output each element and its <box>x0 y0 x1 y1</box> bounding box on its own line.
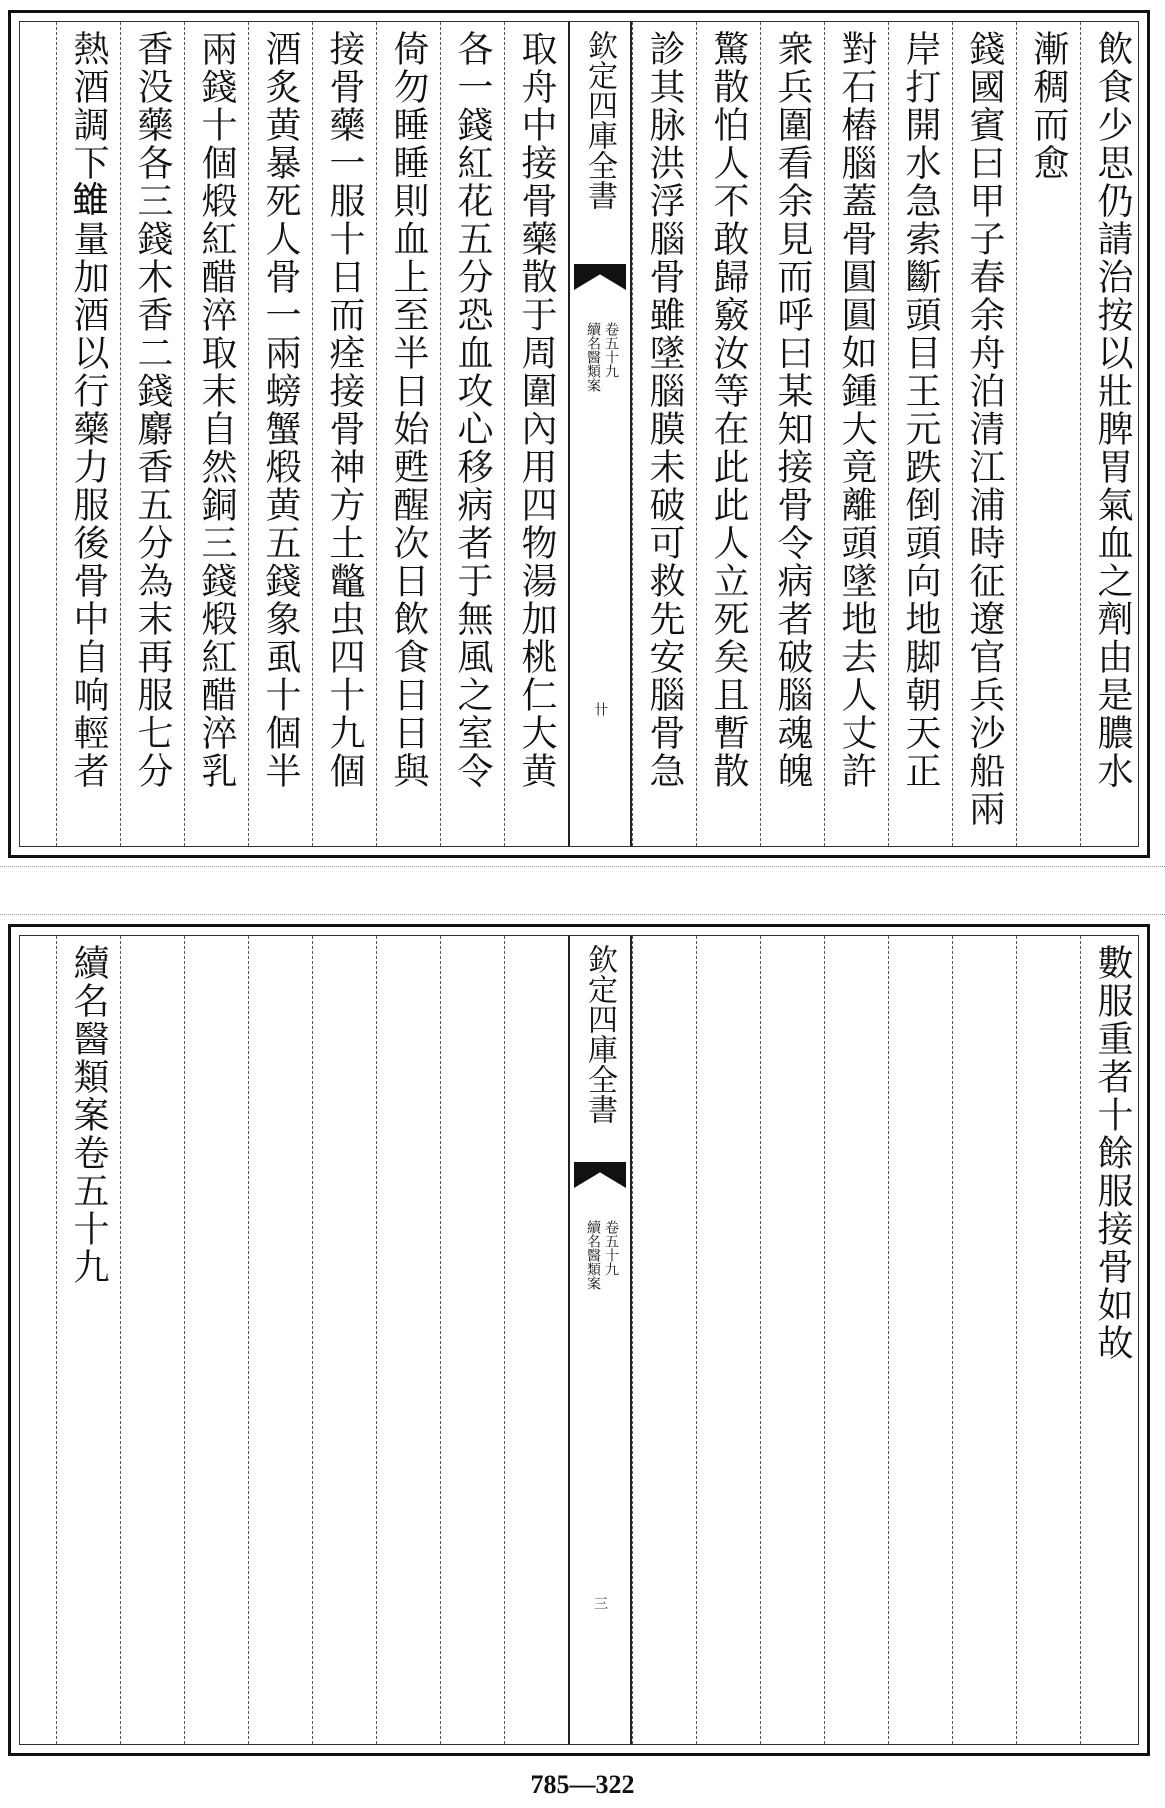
text-column <box>504 22 568 846</box>
text-column <box>376 22 440 846</box>
column-text: 飲食少思仍請治按以壯脾胃氣血之劑由是膿水 <box>1092 30 1133 790</box>
text-column <box>824 22 888 846</box>
text-column <box>184 22 248 846</box>
text-column <box>760 22 824 846</box>
centerfold-volume: 卷五十九 <box>603 1220 619 1276</box>
fishtail-mark <box>574 1162 626 1188</box>
text-column <box>888 22 952 846</box>
column-text: 香没藥各三錢木香二錢麝香五分為末再服七分 <box>132 30 173 790</box>
column-text: 對石樁腦蓋骨圓圓如鍾大竟離頭墜地去人丈許 <box>836 30 877 790</box>
column-text: 接骨藥一服十日而痊接骨神方土鼈虫四十九個 <box>324 30 365 790</box>
column-text: 續名醫類案卷五十九 <box>68 944 109 1286</box>
text-column <box>248 936 312 1744</box>
column-text: 熱酒調下𨿽量加酒以行藥力服後骨中自响輕者 <box>68 30 109 790</box>
text-column <box>312 22 376 846</box>
fishtail-mark <box>574 264 626 290</box>
text-column <box>888 936 952 1744</box>
column-text: 酒炙黄暴死人骨一兩螃蟹煅黄五錢象虱十個半 <box>260 30 301 790</box>
scan-artifact-line <box>0 914 1165 919</box>
centerfold <box>568 936 632 1744</box>
text-column <box>376 936 440 1744</box>
text-column <box>632 22 696 846</box>
centerfold-title: 欽定四庫全書 <box>582 944 617 1124</box>
column-text: 衆兵圍看余見而呼曰某知接骨令病者破腦魂魄 <box>772 30 813 790</box>
column-text: 數服重者十餘服接骨如故 <box>1092 944 1133 1362</box>
column-text: 倚勿睡睡則血上至半日始甦醒次日飲食日日與 <box>388 30 429 790</box>
text-column <box>504 936 568 1744</box>
text-column <box>184 936 248 1744</box>
centerfold-page-number: 卄 <box>592 702 608 716</box>
centerfold-title: 欽定四庫全書 <box>582 30 617 210</box>
text-column <box>696 936 760 1744</box>
text-column <box>1016 936 1080 1744</box>
scan-artifact-line <box>0 866 1165 871</box>
text-column <box>248 22 312 846</box>
footer-page-number: 785—322 <box>530 1770 635 1799</box>
bottom-page-frame <box>19 935 1139 1745</box>
column-text: 兩錢十個煅紅醋淬取末自然銅三錢煅紅醋淬乳 <box>196 30 237 790</box>
text-column <box>632 936 696 1744</box>
centerfold-page-number: 三 <box>592 1596 608 1610</box>
text-column <box>440 936 504 1744</box>
text-column <box>120 936 184 1744</box>
text-column <box>952 936 1016 1744</box>
column-text: 驚散怕人不敢歸竅汝等在此此人立死矣且暫散 <box>708 30 749 790</box>
text-column <box>440 22 504 846</box>
column-text: 岸打開水急索斷頭目王元跌倒頭向地脚朝天正 <box>900 30 941 790</box>
centerfold-book-title: 續名醫類案 <box>585 322 601 392</box>
centerfold-book-title: 續名醫類案 <box>585 1220 601 1290</box>
text-column <box>120 22 184 846</box>
bottom-page <box>8 924 1150 1756</box>
text-column <box>56 22 120 846</box>
column-text: 錢國賓曰甲子春余舟泊清江浦時征遼官兵沙船兩 <box>964 30 1005 828</box>
text-column <box>760 936 824 1744</box>
top-page-frame <box>19 21 1139 847</box>
column-text: 各一錢紅花五分恐血攻心移病者于無風之室令 <box>452 30 493 790</box>
text-column <box>56 936 120 1744</box>
column-text: 診其脉洪浮腦骨雖墜腦膜未破可救先安腦骨急 <box>644 30 685 790</box>
centerfold-volume: 卷五十九 <box>603 322 619 378</box>
column-text: 取舟中接骨藥散于周圍內用四物湯加桃仁大黄 <box>516 30 557 790</box>
text-column <box>952 22 1016 846</box>
column-text: 漸稠而愈 <box>1028 30 1069 182</box>
text-column <box>824 936 888 1744</box>
text-column <box>312 936 376 1744</box>
text-column <box>1080 936 1144 1744</box>
top-page <box>8 10 1150 858</box>
centerfold <box>568 22 632 846</box>
text-column <box>696 22 760 846</box>
text-column <box>1016 22 1080 846</box>
text-column <box>1080 22 1144 846</box>
